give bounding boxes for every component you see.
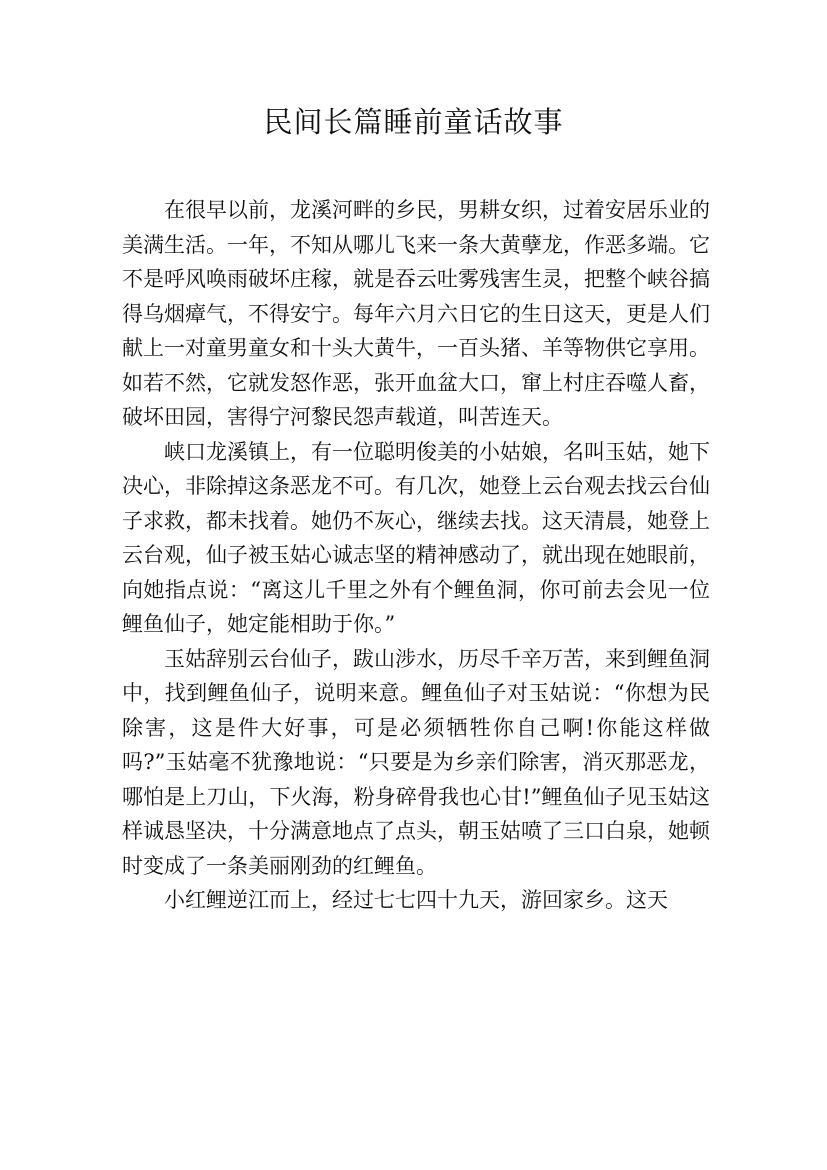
document-title: 民间长篇睡前童话故事 (263, 105, 564, 139)
paragraph: 在很早以前，龙溪河畔的乡民，男耕女织，过着安居乐业的美满生活。一年，不知从哪儿飞来一条大黄孽龙，作恶多端。它不是呼风唤雨破坏庄稼，就是吞云吐雾残害生灵，把整个峡谷搞得乌烟瘴气，不得安宁。每年六月六日它的生日这天，更是人们献上一对童男童女和十头大黄牛，一百头猪、羊等物供它享用。如若不然，它就发怒作恶，张开血盆大口，窜上村庄吞噬人畜，破坏田园，害得宁河黎民怨声载道，叫苦连天。 (122, 198, 710, 429)
document-body (122, 193, 710, 918)
paragraph: 小红鲤逆江而上，经过七七四十九天，游回家乡。这天 (164, 888, 668, 912)
paragraph: 玉姑辞别云台仙子，跋山涉水，历尽千辛万苦，来到鲤鱼洞中，找到鲤鱼仙子，说明来意。鲤鱼仙子对玉姑说：“你想为民除害，这是件大好事，可是必须牺牲你自己啊!你能这样做吗?”玉姑毫不犹豫地说：“只要是为乡亲们除害，消灭那恶龙，哪怕是上刀山，下火海，粉身碎骨我也心甘!”鲤鱼仙子见玉姑这样诚恳坚决，十分满意地点了点头，朝玉姑喷了三口白泉，她顿时变成了一条美丽刚劲的红鲤鱼。 (122, 646, 710, 878)
paragraph: 峡口龙溪镇上，有一位聪明俊美的小姑娘，名叫玉姑，她下决心，非除掉这条恶龙不可。有几次，她登上云台观去找云台仙子求救，都未找着。她仍不灰心，继续去找。这天清晨，她登上云台观，仙子被玉姑心诚志坚的精神感动了，就出现在她眼前，向她指点说：“离这儿千里之外有个鲤鱼洞，你可前去会见一位鲤鱼仙子，她定能相助于你。” (122, 439, 710, 636)
